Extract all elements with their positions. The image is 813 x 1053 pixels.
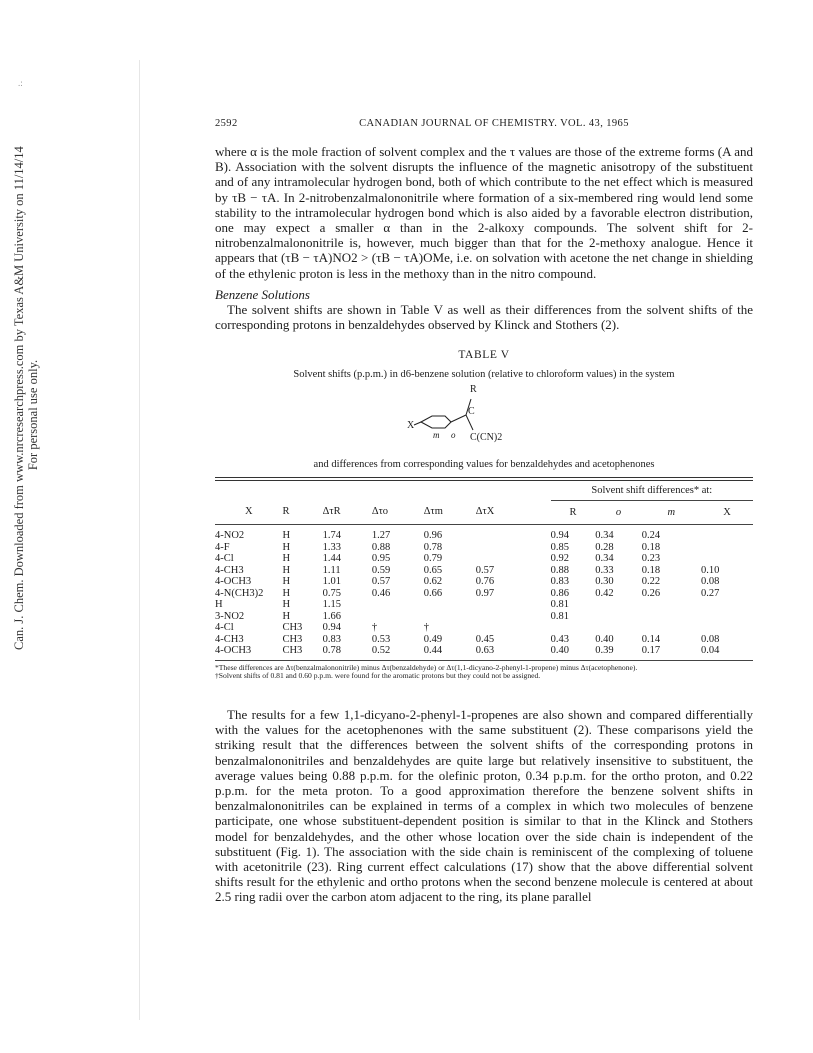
journal-page: [215, 118, 753, 905]
table-cell: 0.94: [550, 530, 570, 542]
table-row: [215, 565, 753, 577]
table-cell: 1.15: [322, 599, 341, 611]
table-cell: 0.63: [475, 645, 495, 657]
table-label: TABLE V: [458, 349, 510, 362]
table-cell: [701, 599, 753, 611]
table-cell: 0.79: [423, 553, 443, 565]
table-cell: H: [282, 587, 291, 599]
structure-label-r: R: [470, 384, 477, 396]
column-header: Δτo: [372, 500, 424, 525]
table-cell: 4-Cl: [215, 553, 234, 565]
column-header: X: [701, 500, 753, 525]
table-cell: 0.42: [595, 587, 614, 599]
table-cell: CH3: [282, 622, 303, 634]
table-cell: 0.94: [322, 622, 341, 634]
table-cell: 1.74: [322, 530, 341, 542]
column-header: m: [642, 500, 701, 525]
table-cell: 0.23: [641, 553, 661, 565]
table-cell: [701, 553, 753, 565]
table-cell: 0.57: [475, 564, 495, 576]
table-cell: [642, 599, 701, 611]
table-cell: [476, 599, 551, 611]
table-cell: 0.40: [595, 633, 614, 645]
table-cell: 0.96: [423, 530, 443, 542]
table-cell: 4-CH3: [215, 633, 244, 645]
table-cell: 1.44: [322, 553, 341, 565]
table-cell: [476, 542, 551, 554]
column-header-row: [215, 500, 753, 525]
table-cell: [595, 599, 641, 611]
table-cell: [372, 611, 424, 623]
table-cell: 0.18: [641, 564, 661, 576]
table-row: [215, 525, 753, 542]
table-cell: [642, 622, 701, 634]
structure-label-c: C: [468, 406, 475, 418]
table-row: [215, 599, 753, 611]
table-cell: 0.46: [371, 587, 391, 599]
table-cell: 0.81: [550, 599, 570, 611]
table-cell: 0.49: [423, 633, 443, 645]
table-cell: 1.27: [371, 530, 391, 542]
table-cell: 0.24: [641, 530, 661, 542]
table-cell: 0.14: [641, 633, 661, 645]
column-header: R: [551, 500, 596, 525]
table-cell: CH3: [282, 633, 303, 645]
table-cell: [476, 525, 551, 542]
table-cell: 0.83: [322, 633, 341, 645]
table-footnotes: [215, 664, 753, 681]
footnote-dagger: †Solvent shifts of 0.81 and 0.60 p.p.m. were found for the aromatic protons but they could not be assigned.: [215, 671, 541, 681]
table-cell: 0.27: [700, 587, 720, 599]
table-row: [215, 622, 753, 634]
table-bottom-rule: [215, 660, 753, 661]
table-cell: 0.30: [595, 576, 614, 588]
table-cell: 4-Cl: [215, 622, 234, 634]
table-cell: 1.33: [322, 541, 341, 553]
table-cell: 0.88: [550, 564, 570, 576]
table-cell: H: [282, 564, 291, 576]
table-cell: H: [282, 541, 291, 553]
table-cell: H: [215, 599, 223, 611]
table-cell: [476, 611, 551, 623]
table-cell: [701, 542, 753, 554]
structure-label-m: m: [433, 430, 440, 441]
running-head: [215, 118, 753, 134]
table-cell: [701, 622, 753, 634]
table-cell: 0.92: [550, 553, 570, 565]
table-cell: 4-CH3: [215, 564, 244, 576]
table-cell: 0.78: [423, 541, 443, 553]
table-cell: 0.86: [550, 587, 570, 599]
table-cell: 1.11: [322, 564, 341, 576]
table-cell: 0.08: [700, 576, 720, 588]
table-cell: 0.88: [371, 541, 391, 553]
table-cell: 4-OCH3: [215, 645, 252, 657]
table-cell: H: [282, 553, 291, 565]
table-cell: 0.85: [550, 541, 570, 553]
structure-label-x: X: [407, 420, 415, 432]
table-cell: H: [282, 530, 291, 542]
section-heading: Benzene Solutions: [215, 286, 310, 302]
scan-margin-line: [139, 60, 140, 1020]
table-row: [215, 611, 753, 623]
table-cell: 4-N(CH3)2: [215, 587, 264, 599]
table-row: [215, 645, 753, 660]
table-body: [215, 525, 753, 660]
table-cell: 0.08: [700, 633, 720, 645]
table-cell: 0.04: [700, 645, 720, 657]
table-cell: 0.97: [475, 587, 495, 599]
table-row: [215, 553, 753, 565]
table-cell: [701, 525, 753, 542]
table-cell: 0.33: [595, 564, 614, 576]
structure-label-o: o: [451, 430, 456, 441]
table-cell: 1.66: [322, 610, 341, 622]
table-cell: 0.39: [595, 645, 614, 657]
table-cell: 1.01: [322, 576, 341, 588]
table-cell: [424, 611, 476, 623]
table-cell: 0.53: [371, 633, 391, 645]
structure-label-ccn2: C(CN)2: [470, 432, 503, 444]
table-cell: [476, 553, 551, 565]
table-cell: †: [371, 622, 378, 634]
solvent-shift-table: [215, 481, 753, 660]
table-cell: 0.43: [550, 633, 570, 645]
paragraph-results: The results for a few 1,1-dicyano-2-phenyl-1-propenes are also shown and compared differentially with the values for the acetophenones with the same substituent (2). These comparisons yield the striking result that the differences between the solvent shifts of the corresponding protons in benzalmalononitriles and benzaldehydes are quite large but relatively insensitive to substituent, the average values being 0.88 p.p.m. for the olefinic proton, 0.34 p.p.m. for the ortho proton, and 0.22 p.p.m. for the meta proton. To a good approximation therefore the benzene solvent shifts in benzalmalononitriles can be explained in terms of a complex in which two molecules of benzene participate, one whose substituent-dependent position is similar to that in the Klinck and Stothers model for benzaldehydes, and the other whose location over the side chain is independent of the substituent (Fig. 1). The association with the side chain is reminiscent of the complexing of toluene with acetonitrile (23). Ring current effect calculations (17) show that the above differential solvent shifts result for the ethylenic and ortho protons when the second benzene molecule is centered at about 2.5 ring radii over the carbon atom adjacent to the ring, its plane parallel: [215, 706, 753, 905]
table-cell: 0.52: [371, 645, 391, 657]
column-header: X: [215, 500, 282, 525]
column-header: ΔτX: [476, 500, 551, 525]
watermark-line-2: For personal use only.: [26, 359, 40, 471]
table-cell: 0.66: [423, 587, 443, 599]
table-cell: 0.44: [423, 645, 443, 657]
table-cell: 0.45: [475, 633, 495, 645]
group-header: Solvent shift differences* at:: [551, 481, 753, 500]
table-cell: [476, 622, 551, 634]
paragraph-benzene-intro: The solvent shifts are shown in Table V as well as their differences from the solvent shifts of the corresponding protons in benzaldehydes observed by Klinck and Stothers (2).: [215, 301, 753, 333]
table-cell: 0.81: [550, 610, 570, 622]
chemical-structure: [215, 383, 753, 455]
table-cell: 0.62: [423, 576, 443, 588]
table-row: [215, 576, 753, 588]
column-header: Δτm: [424, 500, 476, 525]
table-cell: H: [282, 610, 291, 622]
table-row: [215, 588, 753, 600]
table-cell: [551, 622, 596, 634]
table-cell: [372, 599, 424, 611]
table-cell: 4-OCH3: [215, 576, 252, 588]
paragraph-solvent-complex: where α is the mole fraction of solvent complex and the τ values are those of the extreme forms (A and B). Association with the solvent disrupts the influence of the magnetic anisotropy of the substituent and of any intramolecular hydrogen bond, both of which contribute to the net effect which is measured by τB − τA. In 2-nitrobenzalmalononitrile where formation of a six-membered ring would lend some stability to the intramolecular hydrogen bond which is also aided by a favorable electron distribution, one may expect a smaller α than in the 2-alkoxy compounds. The solvent shift for 2-nitrobenzalmalononitrile is, however, much bigger than that for the 2-methoxy analogue. Hence it appears that (τB − τA)NO2 > (τB − τA)OMe, i.e. on solvation with acetone the net change in shielding of the ethylenic proton is less in the methoxy than in the nitro compound.: [215, 144, 753, 281]
table-cell: 0.34: [595, 553, 614, 565]
column-header: R: [282, 500, 322, 525]
table-cell: 3-NO2: [215, 610, 245, 622]
table-cell: 0.34: [595, 530, 614, 542]
table-cell: 4-F: [215, 541, 230, 553]
table-row: [215, 542, 753, 554]
table-cell: [595, 622, 641, 634]
table-cell: 0.22: [641, 576, 661, 588]
watermark-line-1: Can. J. Chem. Downloaded from www.nrcresearchpress.com by Texas A&M University on 11/14/14: [12, 146, 26, 650]
table-cell: 0.59: [371, 564, 391, 576]
table-cell: 0.18: [641, 541, 661, 553]
table-cell: H: [282, 576, 291, 588]
table-cell: [424, 599, 476, 611]
download-watermark: [6, 146, 46, 650]
table-caption: [215, 349, 753, 471]
table-title: Solvent shifts (p.p.m.) in d6-benzene solution (relative to chloroform values) in the system: [293, 369, 675, 381]
table-cell: 0.95: [371, 553, 391, 565]
table-cell: [595, 611, 641, 623]
table-cell: 0.78: [322, 645, 341, 657]
table-cell: 0.28: [595, 541, 614, 553]
column-header: ΔτR: [323, 500, 372, 525]
structure-drawing: [215, 383, 753, 455]
footnote-star: *These differences are Δτ(benzalmalononitrile) minus Δτ(benzaldehyde) or Δτ(1,1-dicyano-2-phenyl-1-propene) minus Δτ(acetophenone).: [215, 662, 638, 672]
table-cell: [642, 611, 701, 623]
table-row: [215, 634, 753, 646]
column-header: o: [595, 500, 641, 525]
journal-title: CANADIAN JOURNAL OF CHEMISTRY. VOL. 43, 1965: [359, 118, 629, 129]
table-cell: 0.75: [322, 587, 341, 599]
scan-artifact: .:: [18, 78, 23, 88]
table-cell: CH3: [282, 645, 303, 657]
table-cell: 0.76: [475, 576, 495, 588]
table-cell: [701, 611, 753, 623]
table-cell: 0.57: [371, 576, 391, 588]
table-cell: 0.10: [700, 564, 720, 576]
table-cell: 0.83: [550, 576, 570, 588]
table-subtitle: and differences from corresponding values for benzaldehydes and acetophenones: [313, 459, 655, 471]
table-cell: 0.26: [641, 587, 661, 599]
table-cell: 0.65: [423, 564, 443, 576]
table-cell: H: [282, 599, 291, 611]
table-cell: †: [423, 622, 429, 634]
table-cell: 0.17: [641, 645, 661, 657]
page-number: 2592: [215, 118, 238, 129]
table-cell: 0.40: [550, 645, 570, 657]
table-cell: 4-NO2: [215, 530, 245, 542]
